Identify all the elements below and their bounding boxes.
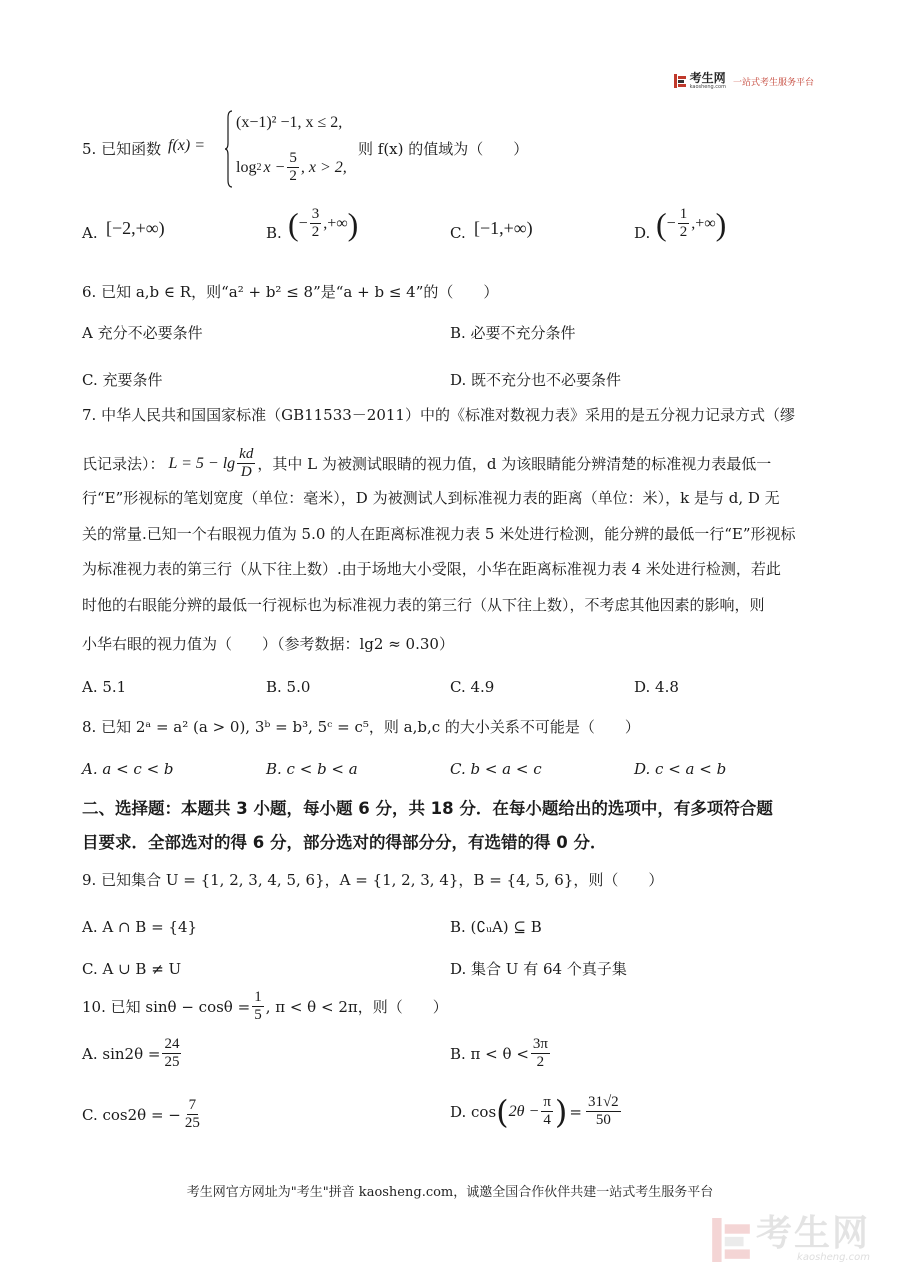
q10-opt-c-frac [183,1097,202,1132]
q5-case2-num: 5 [289,150,297,166]
q7-line2-frac [237,446,255,481]
q5-opt-d-frac [678,206,690,241]
q5-opt-d: ( − $\frac{1}{2}$ ,+∞ ) [656,205,727,242]
q5-opt-b-lparen: ( [288,205,299,242]
q10-opt-a-label: A. sin2θ = [82,1044,161,1063]
q5-suffix: 则 f(x) 的值域为（ ） [358,140,529,158]
q10-stem-b: , π < θ < 2π，则（ ） [265,997,448,1016]
q10-opt-d-lparen: ( [496,1092,509,1131]
q7-line1: 7. 中华人民共和国国家标准（GB11533－2011）中的《标准对数视力表》采用的是五分视力记录方式（缪 [82,406,795,424]
q7-line2-num: kd [239,446,254,462]
q10-opt-d-frac [586,1094,621,1129]
q6-opt-d: D. 既不充分也不必要条件 [450,371,622,389]
q10-opt-b-den: 2 [536,1054,545,1070]
q10-opt-d-ifrac [541,1094,553,1129]
q10-opt-a-den: 25 [164,1054,180,1070]
q5-case1: (x−1)² −1, x ≤ 2, [236,114,343,131]
logo-url: kaosheng.com [689,84,726,90]
q8-opt-c: C. b < a < c [450,760,542,778]
q9-opt-b: B. (∁ᵤA) ⊆ B [450,918,542,936]
q10-stem-a: 10. 已知 sinθ − cosθ = [82,997,251,1016]
q5-case2-frac [287,150,299,185]
q7-opt-c: C. 4.9 [450,678,495,696]
q5-opt-b-rparen: ) [347,205,359,242]
q7-line2-formula: L = 5 − lg [168,454,236,472]
q10-opt-c-den: 25 [184,1115,200,1131]
q7-line2-den: D [240,464,252,480]
q7-line5: 为标准视力表的第三行（从下往上数）.由于场地大小受限，小华在距离标准视力表 4 米处进行检测，若此 [82,560,781,578]
q10-opt-d-label: D. cos [450,1102,497,1121]
q5-opt-d-tail: ,+∞ [691,214,716,232]
q10-opt-d [450,1094,623,1129]
q5-brace [225,110,233,188]
kaosheng-logo-icon [674,74,686,88]
q10-opt-c [82,1097,204,1132]
q10-opt-d-den: 50 [595,1112,611,1128]
q10-opt-a-frac [162,1036,181,1071]
q10-opt-b-frac [531,1036,550,1071]
q5-case2-den: 2 [289,168,297,184]
q5-opt-d-den: 2 [679,224,688,240]
watermark-text: 考生网 [755,1213,870,1254]
logo-slogan: 一站式考生服务平台 [732,77,814,88]
q8-opt-b: B. c < b < a [266,760,358,778]
q5-fx: f(x) = [168,137,205,154]
q10-opt-b [450,1036,552,1071]
q5-opt-c: [−1,+∞) [474,218,533,238]
q7-line3: 行“E”形视标的笔划宽度（单位：毫米），D 为被测试人到标准视力表的距离（单位：米），k 是与 d, D 无 [82,489,780,507]
q5-opt-c-label: C. [450,224,466,242]
q10-stem-num: 1 [254,989,262,1005]
q10-opt-d-inum: π [543,1094,551,1110]
q7-line2 [82,446,771,481]
q7-opt-b: B. 5.0 [266,678,311,696]
q5-case2-log: log [236,158,257,176]
q10-opt-d-rparen: ) [554,1092,568,1131]
q9-stem: 9. 已知集合 U = {1, 2, 3, 4, 5, 6}，A = {1, 2, 3, 4}，B = {4, 5, 6}，则（ ） [82,871,664,889]
q5-opt-b-frac [310,206,322,241]
q5-opt-d-lparen: ( [656,205,667,242]
q8-opt-d: D. c < a < b [634,760,727,778]
q10-opt-d-iden: 4 [543,1112,551,1128]
q5-case2-cond: , x > 2, [300,158,347,176]
q5-opt-b-label: B. [266,224,282,242]
q8-opt-a: A. a < c < b [82,760,174,778]
q5-opt-d-num: 1 [679,206,688,222]
q7-opt-a: A. 5.1 [82,678,127,696]
q5-opt-b-num: 3 [311,206,320,222]
q7-line2-a: 氏记录法）： [82,454,165,473]
watermark-logo-icon [712,1218,750,1262]
q6-opt-a: A 充分不必要条件 [82,324,203,342]
header-logo [674,72,814,90]
q7-line7: 小华右眼的视力值为（ ）（参考数据：lg2 ≈ 0.30） [82,635,454,653]
logo-name: 考生网 [689,71,726,85]
section2-line2: 目要求．全部选对的得 6 分，部分选对的得部分分，有选错的得 0 分． [82,833,607,852]
q5-opt-a: [−2,+∞) [106,218,165,238]
watermark-text-block [755,1213,870,1263]
q10-opt-d-inner: 2θ − [508,1102,540,1120]
q10-stem-den: 5 [254,1007,262,1023]
q5-case2 [236,150,347,185]
q5-opt-a-label: A. [82,224,98,242]
q7-line2-b: ，其中 L 为被测试眼睛的视力值，d 为该眼睛能分辨清楚的标准视力表最低一 [257,454,772,473]
section2-line1: 二、选择题：本题共 3 小题，每小题 6 分，共 18 分．在每小题给出的选项中，有多项符合题 [82,799,773,818]
q9-opt-a: A. A ∩ B = {4} [82,918,198,936]
q7-line4: 关的常量.已知一个右眼视力值为 5.0 的人在距离标准视力表 5 米处进行检测，能分辨的最低一行“E”形视标 [82,525,796,543]
q10-opt-d-num: 31√2 [587,1094,619,1110]
q5-case2-base: 2 [256,162,262,173]
q10-stem-frac [252,989,264,1024]
q6-opt-c: C. 充要条件 [82,371,163,389]
logo-text-block [690,72,726,90]
q7-line6: 时他的右眼能分辨的最低一行视标也为标准视力表的第三行（从下往上数），不考虑其他因素的影响，则 [82,596,765,614]
q8-stem: 8. 已知 2ᵃ = a² (a > 0), 3ᵇ = b³, 5ᶜ = c⁵，则 a,b,c 的大小关系不可能是（ ） [82,718,640,736]
q10-stem [82,989,448,1024]
q6-opt-b: B. 必要不充分条件 [450,324,576,342]
page-footer: 考生网官方网址为"考生"拼音 kaosheng.com，诚邀全国合作伙伴共建一站式考生服务平台 [186,1185,714,1200]
q7-opt-d: D. 4.8 [634,678,679,696]
q9-opt-c: C. A ∪ B ≠ U [82,960,182,978]
watermark-url: kaosheng.com [797,1252,870,1263]
q5-case2-tail: x − [263,158,286,176]
q10-opt-b-num: 3π [532,1036,548,1052]
q5-prefix: 5. 已知函数 [82,140,162,158]
q5-opt-b: ( − $\frac{3}{2}$ ,+∞ ) [288,205,359,242]
q5-opt-d-label: D. [634,224,651,242]
q6-stem: 6. 已知 a,b ∈ R，则“a² + b² ≤ 8”是“a + b ≤ 4”的（ ） [82,283,499,301]
q10-opt-a-num: 24 [164,1036,180,1052]
q5-opt-b-den: 2 [311,224,320,240]
q10-opt-c-label: C. cos2θ = − [82,1105,181,1124]
q10-opt-a [82,1036,183,1071]
q10-opt-d-eq: = [569,1102,582,1121]
watermark [712,1213,870,1263]
q9-opt-d: D. 集合 U 有 64 个真子集 [450,960,627,978]
q5-opt-d-rparen: ) [715,205,727,242]
q10-opt-b-label: B. π < θ < [450,1044,529,1063]
q5-opt-b-tail: ,+∞ [323,214,348,232]
q10-opt-c-num: 7 [188,1097,197,1113]
